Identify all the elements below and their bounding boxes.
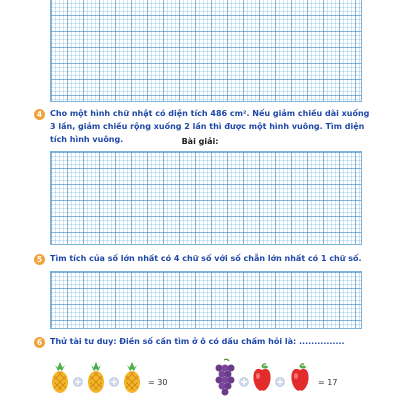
plus-icon <box>239 377 249 387</box>
question-5-badge: 5 <box>34 254 45 265</box>
equation-1-result: = 30 <box>148 378 168 387</box>
answer-grid-q4[interactable] <box>50 151 362 245</box>
pineapple-icon <box>124 362 140 393</box>
plus-icon <box>109 377 119 387</box>
answer-grid-previous <box>50 0 362 102</box>
question-6-text: Thử tài tư duy: Điền số cần tìm ở ô có dấu chấm hỏi là: ............... <box>50 337 345 346</box>
pineapple-icon <box>52 362 68 393</box>
question-4-text: Cho một hình chữ nhật có diện tích 486 cm². Nếu giảm chiều dài xuống 3 lần, giảm chiều rộng xuống 2 lần thì được một hình vuông. Tìm diện tích hình vuông. <box>50 109 370 144</box>
apple-icon <box>291 364 308 391</box>
question-6-badge: 6 <box>34 337 45 348</box>
grapes-icon <box>216 359 235 395</box>
equation-1 <box>48 358 198 398</box>
question-5-text: Tìm tích của số lớn nhất có 4 chữ số với số chẵn lớn nhất có 1 chữ số. <box>50 254 362 263</box>
pineapple-icon <box>88 362 104 393</box>
equation-2-result: = 17 <box>318 378 338 387</box>
question-4-badge: 4 <box>34 109 45 120</box>
apple-icon <box>253 364 270 391</box>
solution-label: Bài giải: <box>181 137 219 146</box>
plus-icon <box>275 377 285 387</box>
answer-grid-q5[interactable] <box>50 271 362 329</box>
plus-icon <box>73 377 83 387</box>
equation-2 <box>214 358 364 398</box>
